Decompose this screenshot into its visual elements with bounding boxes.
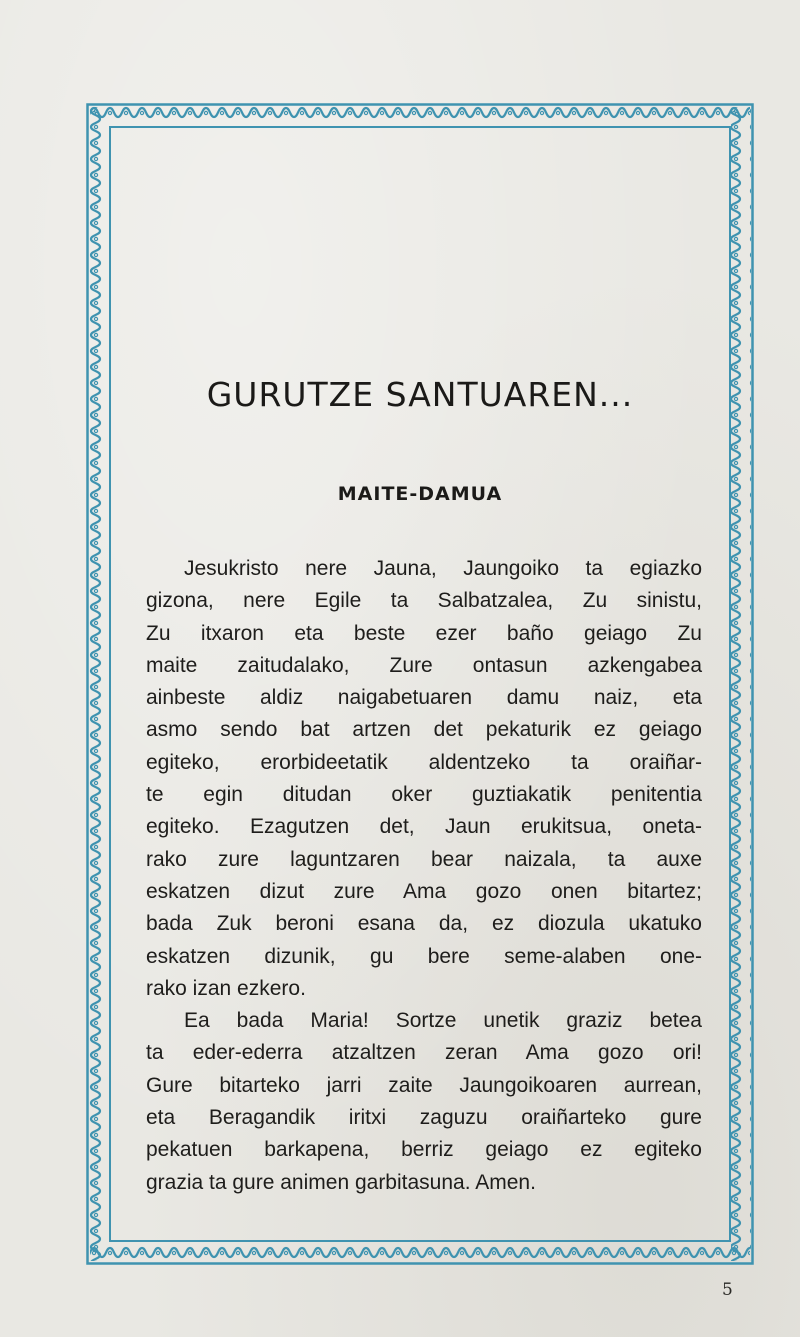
text-line: Jesukristo nere Jauna, Jaungoiko ta egiazko	[184, 557, 702, 580]
prayer-text	[146, 553, 702, 1199]
text-line: eskatzen dizut zure Ama gozo onen bitartez;	[146, 879, 702, 903]
section-heading: MAITE-DAMUA	[337, 483, 503, 505]
text-line: eskatzen dizunik, gu bere seme-alaben one-	[146, 944, 702, 968]
text-line: bada Zuk beroni esana da, ez diozula ukatuko	[146, 912, 702, 936]
text-line: rako zure laguntzaren bear naizala, ta auxe	[146, 847, 702, 871]
text-line: gizona, nere Egile ta Salbatzalea, Zu sinistu,	[146, 589, 702, 613]
text-line: ta eder-ederra atzaltzen zeran Ama gozo ori!	[146, 1041, 702, 1065]
text-line: Zu itxaron eta beste ezer baño geiago Zu	[146, 621, 702, 645]
page-number: 5	[722, 1280, 733, 1300]
text-line: ainbeste aldiz naigabetuaren damu naiz, eta	[146, 686, 702, 710]
text-line: te egin ditudan oker guztiakatik penitentia	[146, 783, 702, 807]
decorative-border-frame	[86, 103, 754, 1265]
text-line: pekatuen barkapena, berriz geiago ez egiteko	[146, 1138, 702, 1162]
page-content	[114, 131, 726, 1237]
text-line: eta Beragandik iritxi zaguzu oraiñarteko gure	[146, 1106, 702, 1130]
page-title: GURUTZE SANTUAREN...	[206, 375, 634, 414]
text-line: asmo sendo bat artzen det pekaturik ez geiago	[146, 718, 702, 742]
text-line: egiteko. Ezagutzen det, Jaun erukitsua, oneta-	[146, 815, 702, 839]
text-line: rako izan ezkero.	[146, 976, 306, 1000]
text-line: maite zaitudalako, Zure ontasun azkengabea	[146, 653, 702, 677]
text-line: egiteko, erorbideetatik aldentzeko ta oraiñar-	[146, 750, 702, 774]
text-line: Gure bitarteko jarri zaite Jaungoikoaren aurrean,	[146, 1073, 702, 1097]
text-line: Ea bada Maria! Sortze unetik graziz betea	[184, 1009, 702, 1033]
text-line: grazia ta gure animen garbitasuna. Amen.	[146, 1170, 536, 1194]
